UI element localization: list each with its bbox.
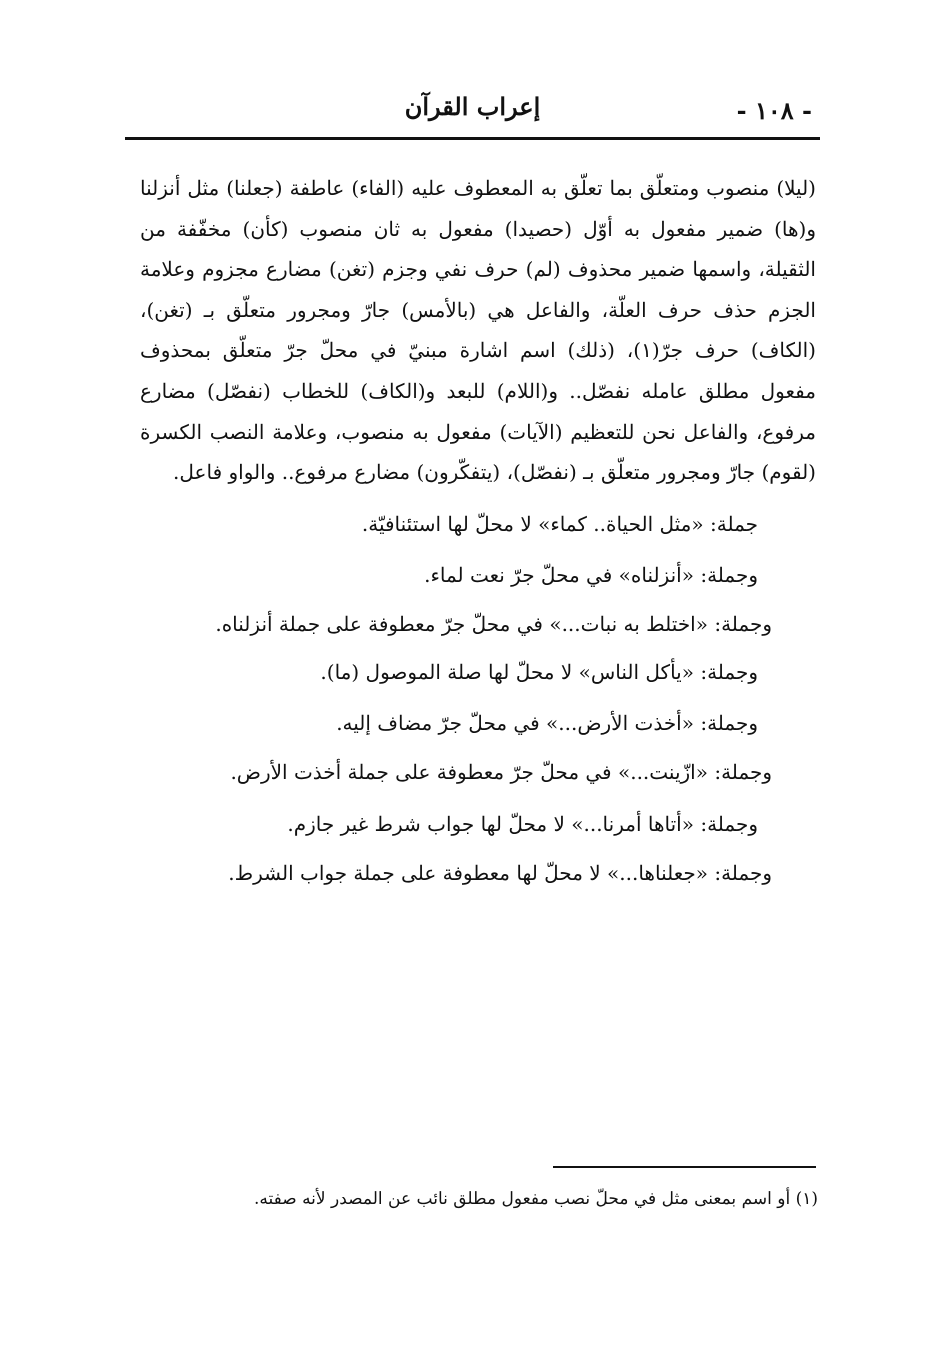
page-number: - ١٠٨ -	[736, 96, 812, 125]
sentence-analysis-3: وجملة: «اختلط به نبات...» في محلّ جرّ معطوفة على جملة أنزلناه.	[215, 611, 772, 636]
running-title: إعراب القرآن	[404, 92, 541, 121]
grammar-paragraph: (ليلا) منصوب ومتعلّق بما تعلّق به المعطوف عليه (الفاء) عاطفة (جعلنا) مثل أنزلنا و(ها) ضمير مفعول به أوّل (حصيدا) مفعول به ثان منصوب (كأن) مخفّفة من الثقيلة، واسمها ضمير محذوف (لم) حرف نفي وجزم (تغن) مضارع مجزوم وعلامة الجزم حذف حرف العلّة، والفاعل هي (بالأمس) جارّ ومجرور متعلّق بـ (تغن)، (الكاف) حرف جرّ(١)، (ذلك) اسم اشارة مبنيّ في محلّ جرّ متعلّق بمحذوف مفعول مطلق عامله نفصّل.. و(اللام) للبعد و(الكاف) للخطاب (نفصّل) مضارع مرفوع، والفاعل نحن للتعظيم (الآيات) مفعول به منصوب، وعلامة النصب الكسرة (لقوم) جارّ ومجرور متعلّق بـ (نفصّل)، (يتفكّرون) مضارع مرفوع.. والواو فاعل.	[140, 176, 816, 485]
footnote-rule	[553, 1166, 816, 1168]
sentence-analysis-8: وجملة: «جعلناها...» لا محلّ لها معطوفة على جملة جواب الشرط.	[228, 860, 772, 885]
sentence-analysis-6: وجملة: «ازّينت...» في محلّ جرّ معطوفة على جملة أخذت الأرض.	[230, 759, 772, 784]
page-header	[125, 88, 820, 132]
sentence-analysis-7: وجملة: «أتاها أمرنا...» لا محلّ لها جواب شرط غير جازم.	[287, 811, 758, 836]
sentence-analysis-4: وجملة: «يأكل الناس» لا محلّ لها صلة الموصول (ما).	[320, 659, 758, 684]
footnote: (١) أو اسم بمعنى مثل في محلّ نصب مفعول مطلق نائب عن المصدر لأنه صفته.	[253, 1189, 818, 1209]
sentence-analysis-2: وجملة: «أنزلناه» في محلّ جرّ نعت لماء.	[424, 562, 758, 587]
sentence-analysis-5: وجملة: «أخذت الأرض...» في محلّ جرّ مضاف إليه.	[336, 710, 758, 735]
header-rule	[125, 137, 820, 140]
sentence-analysis-1: جملة: «مثل الحياة.. كماء» لا محلّ لها استئنافيّة.	[361, 511, 758, 536]
main-text	[140, 168, 816, 896]
